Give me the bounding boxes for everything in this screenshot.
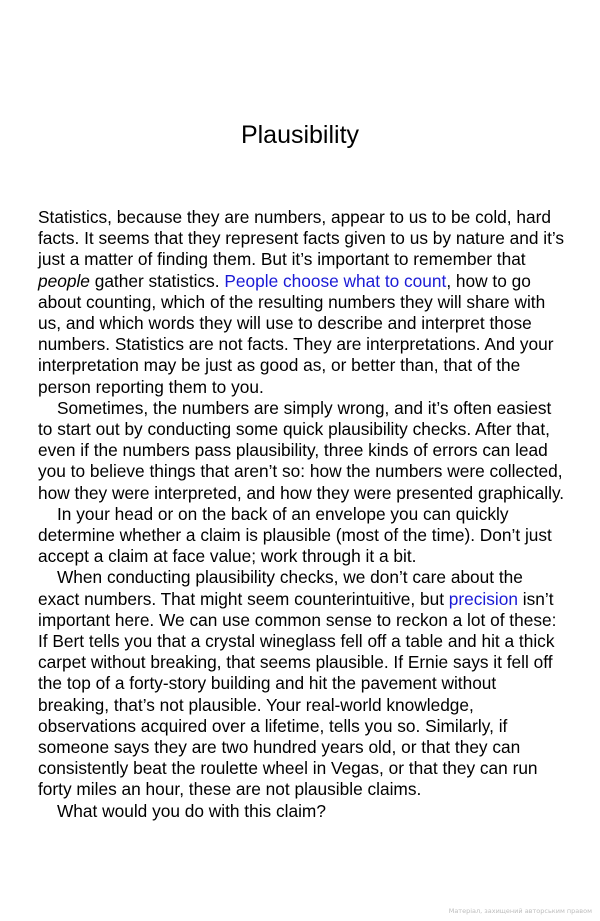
paragraph-1-text-c: , how to go about counting, which of the resulting numbers they will share with us, and which words they will use to describe and interpret those numbers. Statistics are not facts. They are interpretations. And your interpretation may be just as good as, or better than, that of the person reporting them to you. (38, 270, 554, 397)
precision-link[interactable]: precision (448, 588, 518, 609)
paragraph-2: Sometimes, the numbers are simply wrong, and it’s often easiest to start out by conducting some quick plausibility checks. After that, even if the numbers pass plausibility, three kinds of errors can lead you to believe things that aren’t so: how the numbers were collected, how they were interpreted, and how they were presented graphically. (38, 397, 565, 503)
paragraph-5: What would you do with this claim? (57, 800, 326, 821)
copyright-watermark: Матеріал, захищений авторським правом (448, 907, 592, 915)
paragraph-3: In your head or on the back of an envelope you can quickly determine whether a claim is plausible (most of the time). Don’t just accept a claim at face value; work through it a bit. (38, 503, 552, 567)
people-choose-what-to-count-link[interactable]: People choose what to count (224, 270, 447, 291)
paragraph-4-text-b: isn’t important here. We can use common sense to reckon a lot of these: If Bert tells you that a crystal wineglass fell off a table and hit a thick carpet without breaking, that seems plausible. If Ernie says it fell off the top of a forty-story building and hit the pavement without breaking, that’s not plausible. Your real-world knowledge, observations acquired over a lifetime, tells you so. Similarly, if someone says they are two hundred years old, or that they can consistently beat the roulette wheel in Vegas, or that they can run forty miles an hour, these are not plausible claims. (38, 588, 557, 800)
paragraph-4 (38, 567, 568, 800)
body-text (38, 207, 568, 822)
paragraph-1-text-b: gather statistics. (89, 270, 225, 291)
paragraph-1-text-a: Statistics, because they are numbers, appear to us to be cold, hard facts. It seems that they represent facts given to us by nature and it’s just a matter of finding them. But it’s important to remember that (38, 207, 565, 270)
paragraph-4-text-a: When conducting plausibility checks, we don’t care about the exact numbers. That might seem counterintuitive, but (38, 567, 523, 609)
page-title: Plausibility (240, 121, 360, 149)
paragraph-1-emphasis: people (38, 270, 90, 291)
paragraph-1 (38, 207, 568, 398)
